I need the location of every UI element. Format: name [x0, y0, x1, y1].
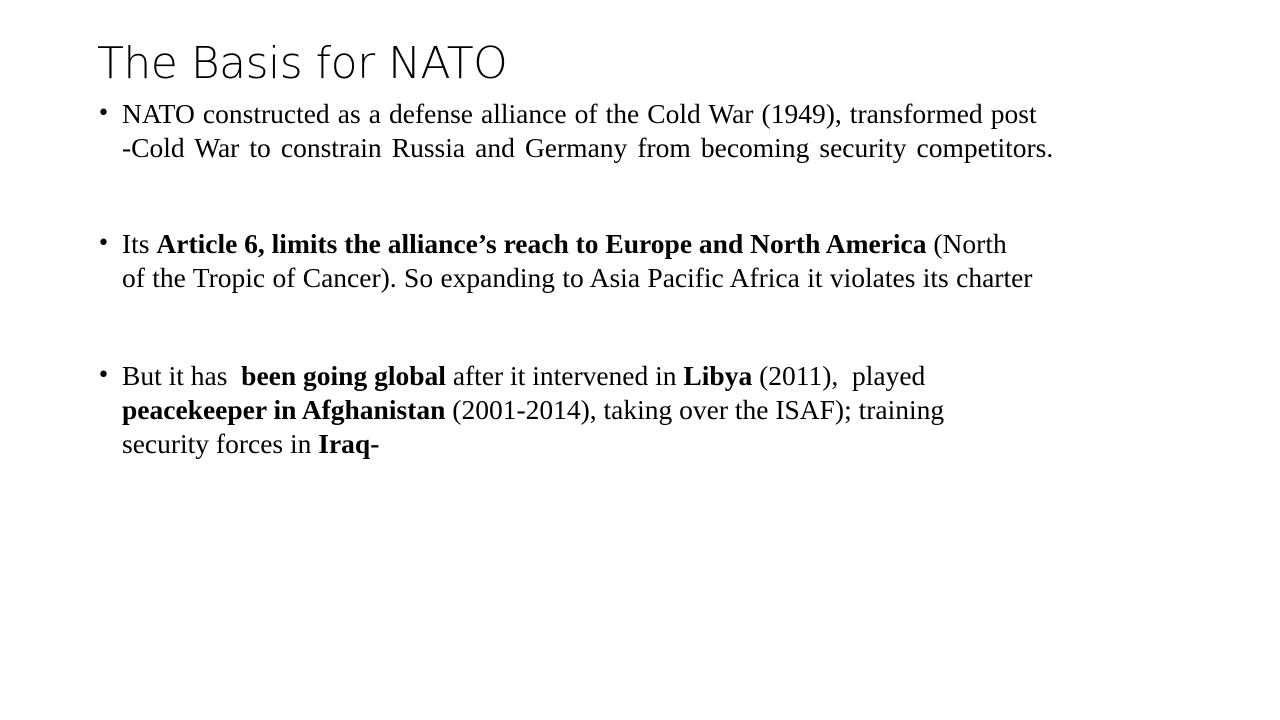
- bullet-line: [122, 359, 1177, 393]
- bullet-line: [122, 97, 1177, 131]
- text-run-bold: Libya: [683, 360, 753, 391]
- text-run: after it intervened in: [445, 360, 684, 391]
- text-run: (North: [926, 228, 1007, 259]
- text-run: -Cold War to constrain Russia and Germany from becoming security competitors.: [122, 132, 1054, 163]
- bullet-line: [122, 427, 1177, 461]
- text-run: NATO constructed as a defense alliance of the Cold War (1949), transformed post: [122, 98, 1037, 129]
- text-run-bold: Article 6, limits the alliance’s reach to Europe and North America: [156, 228, 927, 259]
- bullet-line: [122, 227, 1177, 261]
- text-run: Its: [122, 228, 157, 259]
- bullet-icon: •: [97, 363, 110, 388]
- bullet-line: [122, 131, 1177, 165]
- bullet-icon: •: [97, 231, 110, 256]
- text-run: (2011), played: [752, 360, 926, 391]
- bullet-item: [97, 227, 1177, 295]
- text-run: But it has: [122, 360, 242, 391]
- bullet-line: [122, 393, 1177, 427]
- text-run-bold: peacekeeper in Afghanistan: [122, 394, 446, 425]
- text-run: (2001-2014), taking over the ISAF); training: [445, 394, 945, 425]
- bullet-icon: •: [97, 101, 110, 126]
- bullet-item: [97, 359, 1177, 461]
- text-run: security forces in: [122, 428, 319, 459]
- text-run: of the Tropic of Cancer). So expanding to Asia Pacific Africa it violates its charter: [122, 262, 1033, 293]
- text-run-bold: been going global: [241, 360, 446, 391]
- bullet-list: [97, 97, 1177, 461]
- bullet-item: [97, 97, 1177, 165]
- slide-title: The Basis for NATO: [97, 38, 508, 89]
- text-run-bold: Iraq-: [318, 428, 380, 459]
- bullet-line: [122, 261, 1177, 295]
